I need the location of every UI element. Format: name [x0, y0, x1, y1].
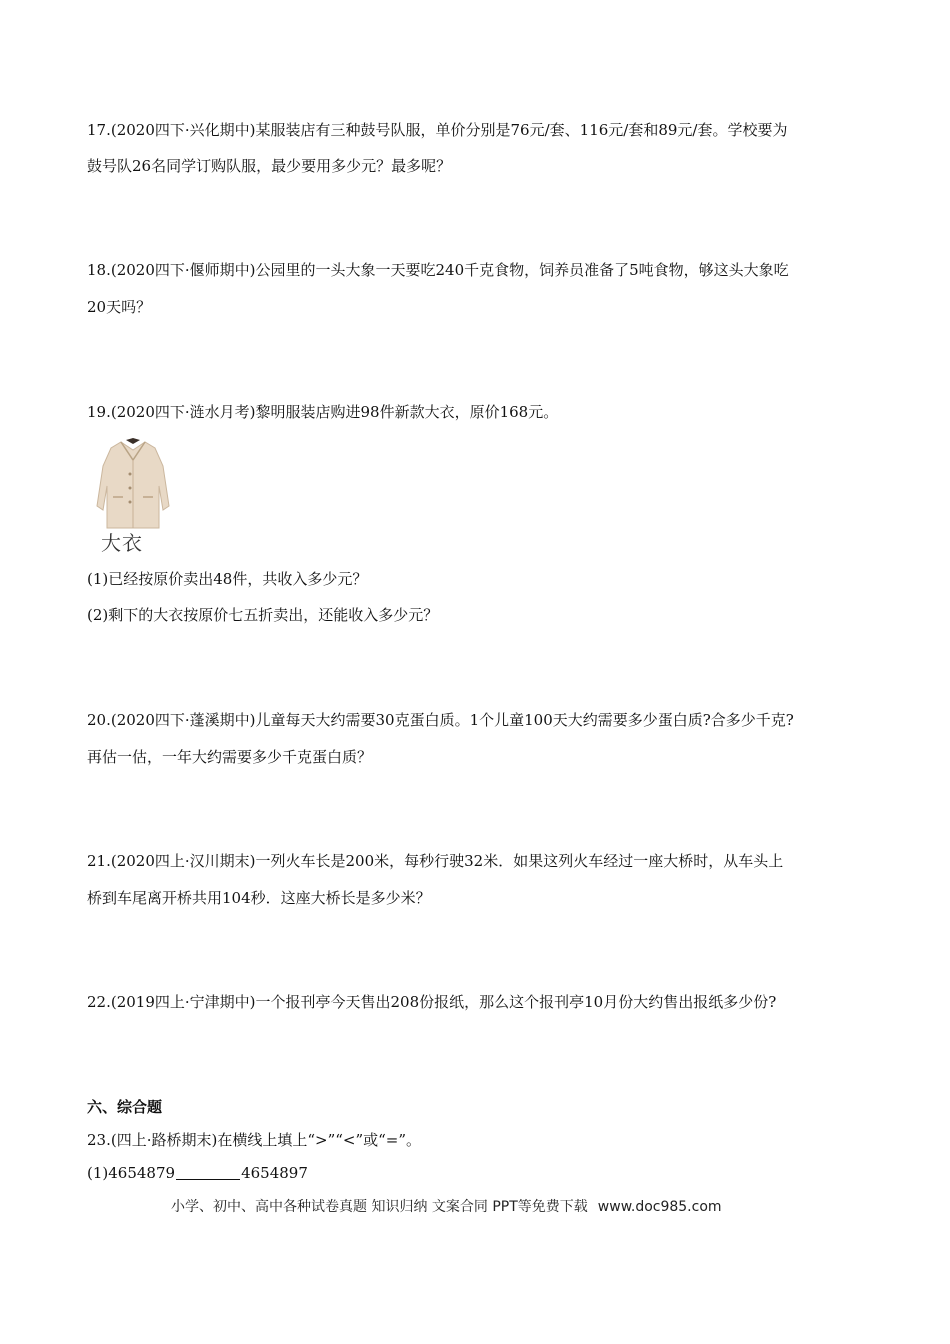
question-22-line-1: 22.(2019四上·宁津期中)一个报刊亭今天售出208份报纸，那么这个报刊亭10月份大约售出报纸多少份? — [87, 993, 777, 1011]
answer-blank[interactable] — [176, 1165, 240, 1180]
footer-url[interactable]: www.doc985.com — [597, 1199, 722, 1215]
page-footer — [171, 1196, 722, 1216]
question-18-line-1: 18.(2020四下·偃师期中)公园里的一头大象一天要吃240千克食物，饲养员准备了5吨食物，够这头大象吃 — [87, 261, 789, 279]
question-23-sub-1 — [87, 1163, 308, 1183]
question-17-line-1: 17.(2020四下·兴化期中)某服装店有三种鼓号队服，单价分别是76元/套、116元/套和89元/套。学校要为 — [87, 121, 788, 139]
question-19-line-1: 19.(2020四下·涟水月考)黎明服装店购进98件新款大衣，原价168元。 — [87, 403, 559, 421]
footer-text: 小学、初中、高中各种试卷真题 知识归纳 文案合同 PPT等免费下载 — [171, 1199, 588, 1215]
question-21-line-2: 桥到车尾离开桥共用104秒．这座大桥长是多少米？ — [87, 889, 431, 907]
question-21-line-1: 21.(2020四上·汉川期末)一列火车长是200米，每秒行驶32米．如果这列火车经过一座大桥时，从车头上 — [87, 852, 784, 870]
question-19-sub-2: (2)剩下的大衣按原价七五折卖出，还能收入多少元？ — [87, 606, 439, 624]
coat-image-caption: 大衣 — [101, 531, 143, 555]
question-23-line-1: 23.(四上·路桥期末)在横线上填上“>”“<”或“=”。 — [87, 1131, 422, 1149]
question-17-line-2: 鼓号队26名同学订购队服，最少要用多少元？最多呢？ — [87, 157, 452, 175]
question-20-line-1: 20.(2020四下·蓬溪期中)儿童每天大约需要30克蛋白质。1个儿童100天大约需要多少蛋白质?合多少千克? — [87, 711, 794, 729]
section-heading: 六、综合题 — [87, 1098, 163, 1116]
question-19-sub-1: (1)已经按原价卖出48件，共收入多少元？ — [87, 570, 368, 588]
question-23-sub-1-right: 4654897 — [241, 1164, 308, 1182]
question-18-line-2: 20天吗？ — [87, 298, 152, 316]
question-20-line-2: 再估一估，一年大约需要多少千克蛋白质？ — [87, 748, 373, 766]
question-23-sub-1-left: (1)4654879 — [87, 1164, 176, 1182]
